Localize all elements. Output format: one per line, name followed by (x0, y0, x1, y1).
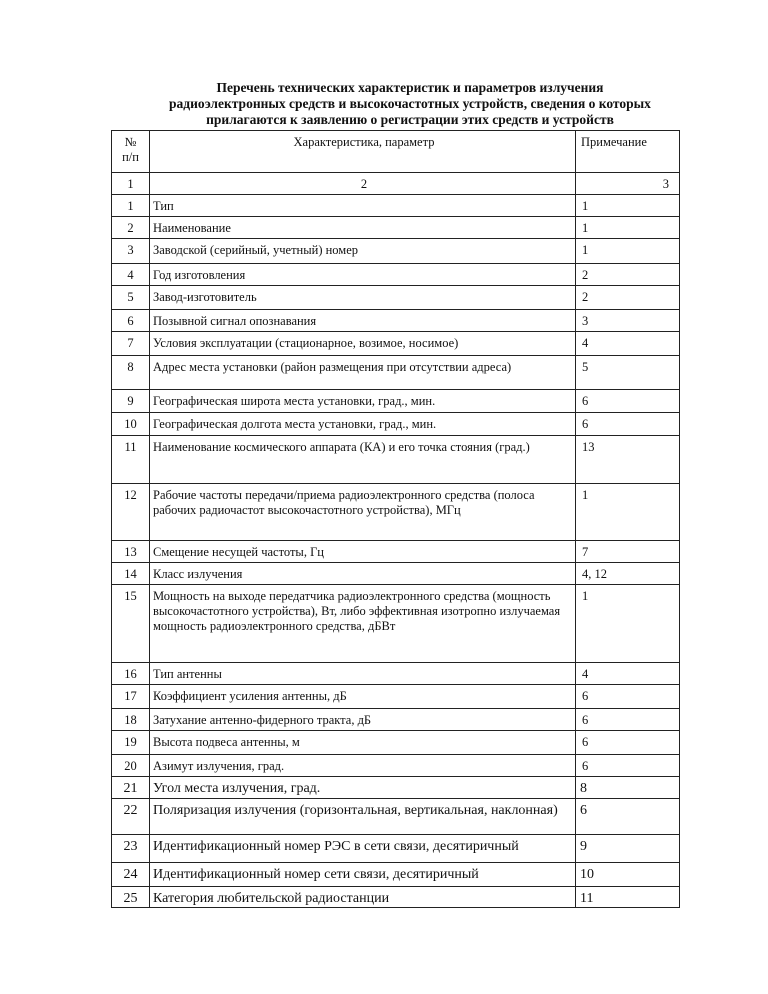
table-row (112, 332, 680, 356)
row-note: 1 (576, 484, 680, 541)
table-row (112, 356, 680, 390)
row-parameter: Идентификационный номер сети связи, десятиричный (150, 863, 576, 887)
row-parameter: Тип (150, 195, 576, 217)
row-note: 6 (576, 413, 680, 436)
row-note: 6 (576, 755, 680, 777)
row-number: 3 (112, 239, 150, 264)
row-note: 10 (576, 863, 680, 887)
header-number-abbr: п/п (122, 150, 139, 164)
table-row (112, 264, 680, 286)
row-parameter: Коэффициент усиления антенны, дБ (150, 685, 576, 709)
table-row (112, 731, 680, 755)
row-parameter: Завод-изготовитель (150, 286, 576, 310)
row-number: 13 (112, 541, 150, 563)
row-parameter: Год изготовления (150, 264, 576, 286)
table-row (112, 217, 680, 239)
header-note: Примечание (576, 131, 680, 173)
row-number: 15 (112, 585, 150, 663)
table-row (112, 863, 680, 887)
row-note: 6 (576, 709, 680, 731)
table-row (112, 436, 680, 484)
row-number: 8 (112, 356, 150, 390)
row-number: 12 (112, 484, 150, 541)
table-row (112, 799, 680, 835)
row-number: 20 (112, 755, 150, 777)
row-parameter: Класс излучения (150, 563, 576, 585)
table-row (112, 685, 680, 709)
row-note: 6 (576, 390, 680, 413)
row-note: 1 (576, 239, 680, 264)
row-number: 22 (112, 799, 150, 835)
table-row (112, 835, 680, 863)
row-parameter: Тип антенны (150, 663, 576, 685)
title-line-2: радиоэлектронных средств и высокочастотных устройств, сведения о которых (169, 96, 651, 111)
row-note: 1 (576, 217, 680, 239)
row-number: 14 (112, 563, 150, 585)
table-header-row (112, 131, 680, 173)
row-number: 1 (112, 195, 150, 217)
row-parameter: Поляризация излучения (горизонтальная, вертикальная, наклонная) (150, 799, 576, 835)
row-note: 7 (576, 541, 680, 563)
row-number: 21 (112, 777, 150, 799)
row-parameter: Рабочие частоты передачи/приема радиоэлектронного средства (полоса рабочих радиочастот высокочастотного устройства), МГц (150, 484, 576, 541)
row-number: 18 (112, 709, 150, 731)
row-number: 25 (112, 887, 150, 908)
table-row (112, 239, 680, 264)
row-note: 2 (576, 264, 680, 286)
row-number: 19 (112, 731, 150, 755)
row-note: 4 (576, 663, 680, 685)
row-number: 23 (112, 835, 150, 863)
row-parameter: Угол места излучения, град. (150, 777, 576, 799)
row-number: 11 (112, 436, 150, 484)
table-row (112, 563, 680, 585)
row-parameter: Условия эксплуатации (стационарное, возимое, носимое) (150, 332, 576, 356)
row-parameter: Азимут излучения, град. (150, 755, 576, 777)
row-note: 11 (576, 887, 680, 908)
parameters-table (111, 130, 680, 908)
table-row (112, 663, 680, 685)
row-number: 17 (112, 685, 150, 709)
document-title (120, 80, 700, 128)
row-note: 5 (576, 356, 680, 390)
table-row (112, 286, 680, 310)
column-number-3: 3 (576, 173, 680, 195)
row-number: 6 (112, 310, 150, 332)
row-note: 9 (576, 835, 680, 863)
table-row (112, 413, 680, 436)
header-number-symbol: № (124, 135, 137, 149)
row-parameter: Затухание антенно-фидерного тракта, дБ (150, 709, 576, 731)
table-row (112, 709, 680, 731)
row-note: 4 (576, 332, 680, 356)
row-number: 2 (112, 217, 150, 239)
row-note: 1 (576, 195, 680, 217)
row-note: 1 (576, 585, 680, 663)
header-parameter: Характеристика, параметр (150, 131, 576, 173)
table-row (112, 777, 680, 799)
title-line-3: прилагаются к заявлению о регистрации этих средств и устройств (206, 112, 614, 127)
table-row (112, 310, 680, 332)
row-parameter: Адрес места установки (район размещения при отсутствии адреса) (150, 356, 576, 390)
row-parameter: Заводской (серийный, учетный) номер (150, 239, 576, 264)
header-number (112, 131, 150, 173)
table-row (112, 585, 680, 663)
row-parameter: Смещение несущей частоты, Гц (150, 541, 576, 563)
row-note: 6 (576, 799, 680, 835)
row-parameter: Географическая долгота места установки, град., мин. (150, 413, 576, 436)
row-number: 10 (112, 413, 150, 436)
row-parameter: Позывной сигнал опознавания (150, 310, 576, 332)
row-parameter: Географическая широта места установки, град., мин. (150, 390, 576, 413)
row-parameter: Высота подвеса антенны, м (150, 731, 576, 755)
row-number: 7 (112, 332, 150, 356)
row-note: 2 (576, 286, 680, 310)
row-number: 5 (112, 286, 150, 310)
row-parameter: Идентификационный номер РЭС в сети связи, десятиричный (150, 835, 576, 863)
column-numbers-row (112, 173, 680, 195)
row-number: 9 (112, 390, 150, 413)
column-number-1: 1 (112, 173, 150, 195)
row-note: 3 (576, 310, 680, 332)
row-parameter: Наименование (150, 217, 576, 239)
row-note: 4, 12 (576, 563, 680, 585)
row-parameter: Категория любительской радиостанции (150, 887, 576, 908)
table-row (112, 484, 680, 541)
table-row (112, 541, 680, 563)
row-note: 6 (576, 685, 680, 709)
row-number: 24 (112, 863, 150, 887)
row-number: 4 (112, 264, 150, 286)
table-row (112, 755, 680, 777)
row-parameter: Мощность на выходе передатчика радиоэлектронного средства (мощность высокочастотного устройства), Вт, либо эффективная изотропно излучаемая мощность радиоэлектронного средства, дБВт (150, 585, 576, 663)
table-row (112, 390, 680, 413)
row-note: 8 (576, 777, 680, 799)
table-row (112, 887, 680, 908)
row-parameter: Наименование космического аппарата (КА) и его точка стояния (град.) (150, 436, 576, 484)
table-row (112, 195, 680, 217)
title-line-1: Перечень технических характеристик и параметров излучения (216, 80, 604, 95)
column-number-2: 2 (150, 173, 576, 195)
row-note: 13 (576, 436, 680, 484)
row-note: 6 (576, 731, 680, 755)
row-number: 16 (112, 663, 150, 685)
